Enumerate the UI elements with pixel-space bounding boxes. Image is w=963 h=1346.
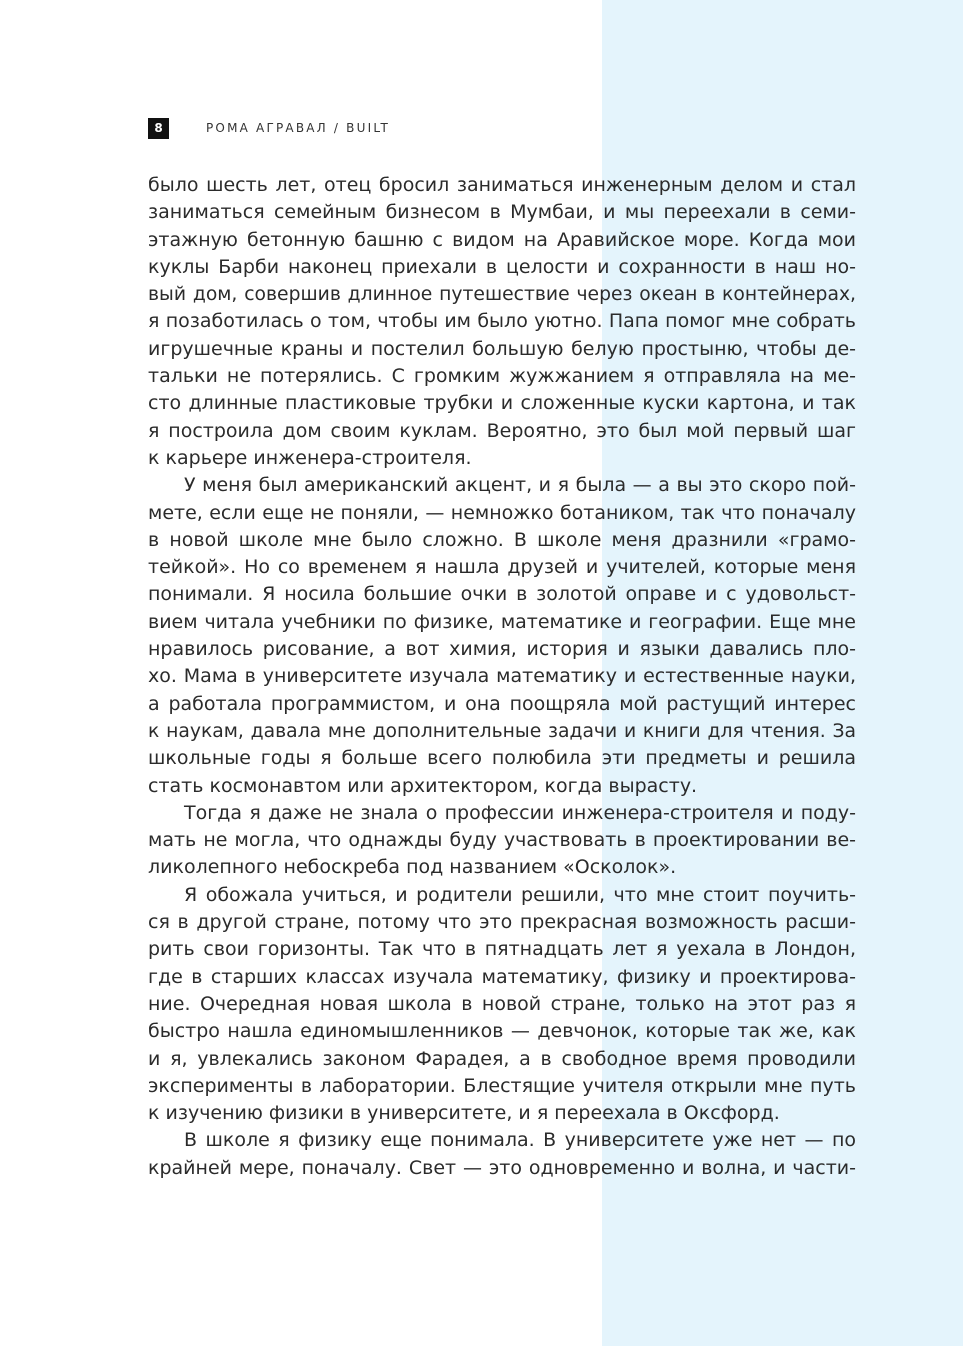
text-line: к изучению физики в университете, и я переехала в Оксфорд. (148, 1102, 780, 1125)
text-line: ся в другой стране, потому что это прекрасная возможность расши- (148, 911, 856, 934)
text-line: и я, увлекались законом Фарадея, а в свободное время проводили (148, 1047, 856, 1070)
text-line: вый дом, совершив длинное путешествие через океан в контейнерах, (148, 284, 856, 306)
text-line: куклы Барби наконец приехали в целости и сохранности в наш но- (148, 255, 856, 278)
text-line: мете, если еще не поняли, — немножко ботаником, так что поначалу (148, 501, 856, 524)
text-line: тальки не потерялись. С громким жужжанием я отправляла на ме- (148, 365, 856, 388)
paragraph (148, 800, 856, 882)
text-line: тейкой». Но со временем я нашла друзей и учителей, которые меня (148, 556, 856, 579)
text-line: ние. Очередная новая школа в новой стране, только на этот раз я (148, 992, 856, 1015)
text-line: Тогда я даже не знала о профессии инженера-строителя и поду- (184, 801, 856, 824)
text-line: этажную бетонную башню с видом на Аравийское море. Когда мои (148, 228, 856, 251)
running-title: РОМА АГРАВАЛ / BUILT (206, 121, 391, 135)
text-line: В школе я физику еще понимала. В университете уже нет — по (184, 1129, 856, 1152)
text-line: эксперименты в лаборатории. Блестящие учителя открыли мне путь (148, 1074, 856, 1097)
text-line: школьные годы я больше всего полюбила эти предметы и решила (148, 747, 856, 770)
text-line: я позаботилась о том, чтобы им было уютно. Папа помог мне собрать (148, 310, 856, 333)
paragraph (148, 882, 856, 1128)
text-line: заниматься семейным бизнесом в Мумбаи, и мы переехали в семи- (148, 201, 856, 224)
text-line: стать космонавтом или архитектором, когда вырасту. (148, 774, 698, 797)
page-number: 8 (148, 118, 169, 139)
paragraph (148, 472, 856, 800)
text-line: в новой школе мне было сложно. В школе меня дразнили «грамо- (148, 528, 856, 551)
text-line: Я обожала учиться, и родители решили, что мне стоит поучить- (184, 883, 856, 906)
paragraph (148, 172, 856, 472)
text-line: вием читала учебники по физике, математике и географии. Еще мне (148, 610, 856, 633)
text-line: понимали. Я носила большие очки в золотой оправе и с удовольст- (148, 583, 856, 606)
text-line: где в старших классах изучала математику, физику и проектирова- (148, 965, 856, 988)
text-line: нравилось рисование, а вот химия, история и языки давались пло- (148, 638, 856, 661)
text-line: я построила дом своим куклам. Вероятно, это был мой первый шаг (148, 419, 856, 442)
paragraph (148, 1127, 856, 1182)
text-line: ликолепного небоскреба под названием «Осколок». (148, 856, 677, 879)
text-line: игрушечные краны и постелил большую белую простыню, чтобы де- (148, 337, 856, 360)
text-line: к карьере инженера-строителя. (148, 446, 472, 469)
text-line: быстро нашла единомышленников — девчонок, которые так же, как (148, 1020, 856, 1043)
text-line: мать не могла, что однажды буду участвовать в проектировании ве- (148, 829, 856, 852)
text-line: сто длинные пластиковые трубки и сложенные куски картона, и так (148, 392, 856, 415)
text-line: к наукам, давала мне дополнительные задачи и книги для чтения. За (148, 720, 856, 742)
running-header (148, 117, 390, 139)
text-line: а работала программистом, и она поощряла мой растущий интерес (148, 692, 856, 715)
text-line: рить свои горизонты. Так что в пятнадцать лет я уехала в Лондон, (148, 938, 856, 961)
body-text (148, 172, 856, 1182)
text-line: было шесть лет, отец бросил заниматься инженерным делом и стал (148, 174, 856, 196)
text-line: хо. Мама в университете изучала математику и естественные науки, (148, 665, 856, 688)
text-line: У меня был американский акцент, и я была — а вы это скоро пой- (184, 474, 856, 497)
text-line: крайней мере, поначалу. Свет — это одновременно и волна, и части- (148, 1156, 856, 1179)
